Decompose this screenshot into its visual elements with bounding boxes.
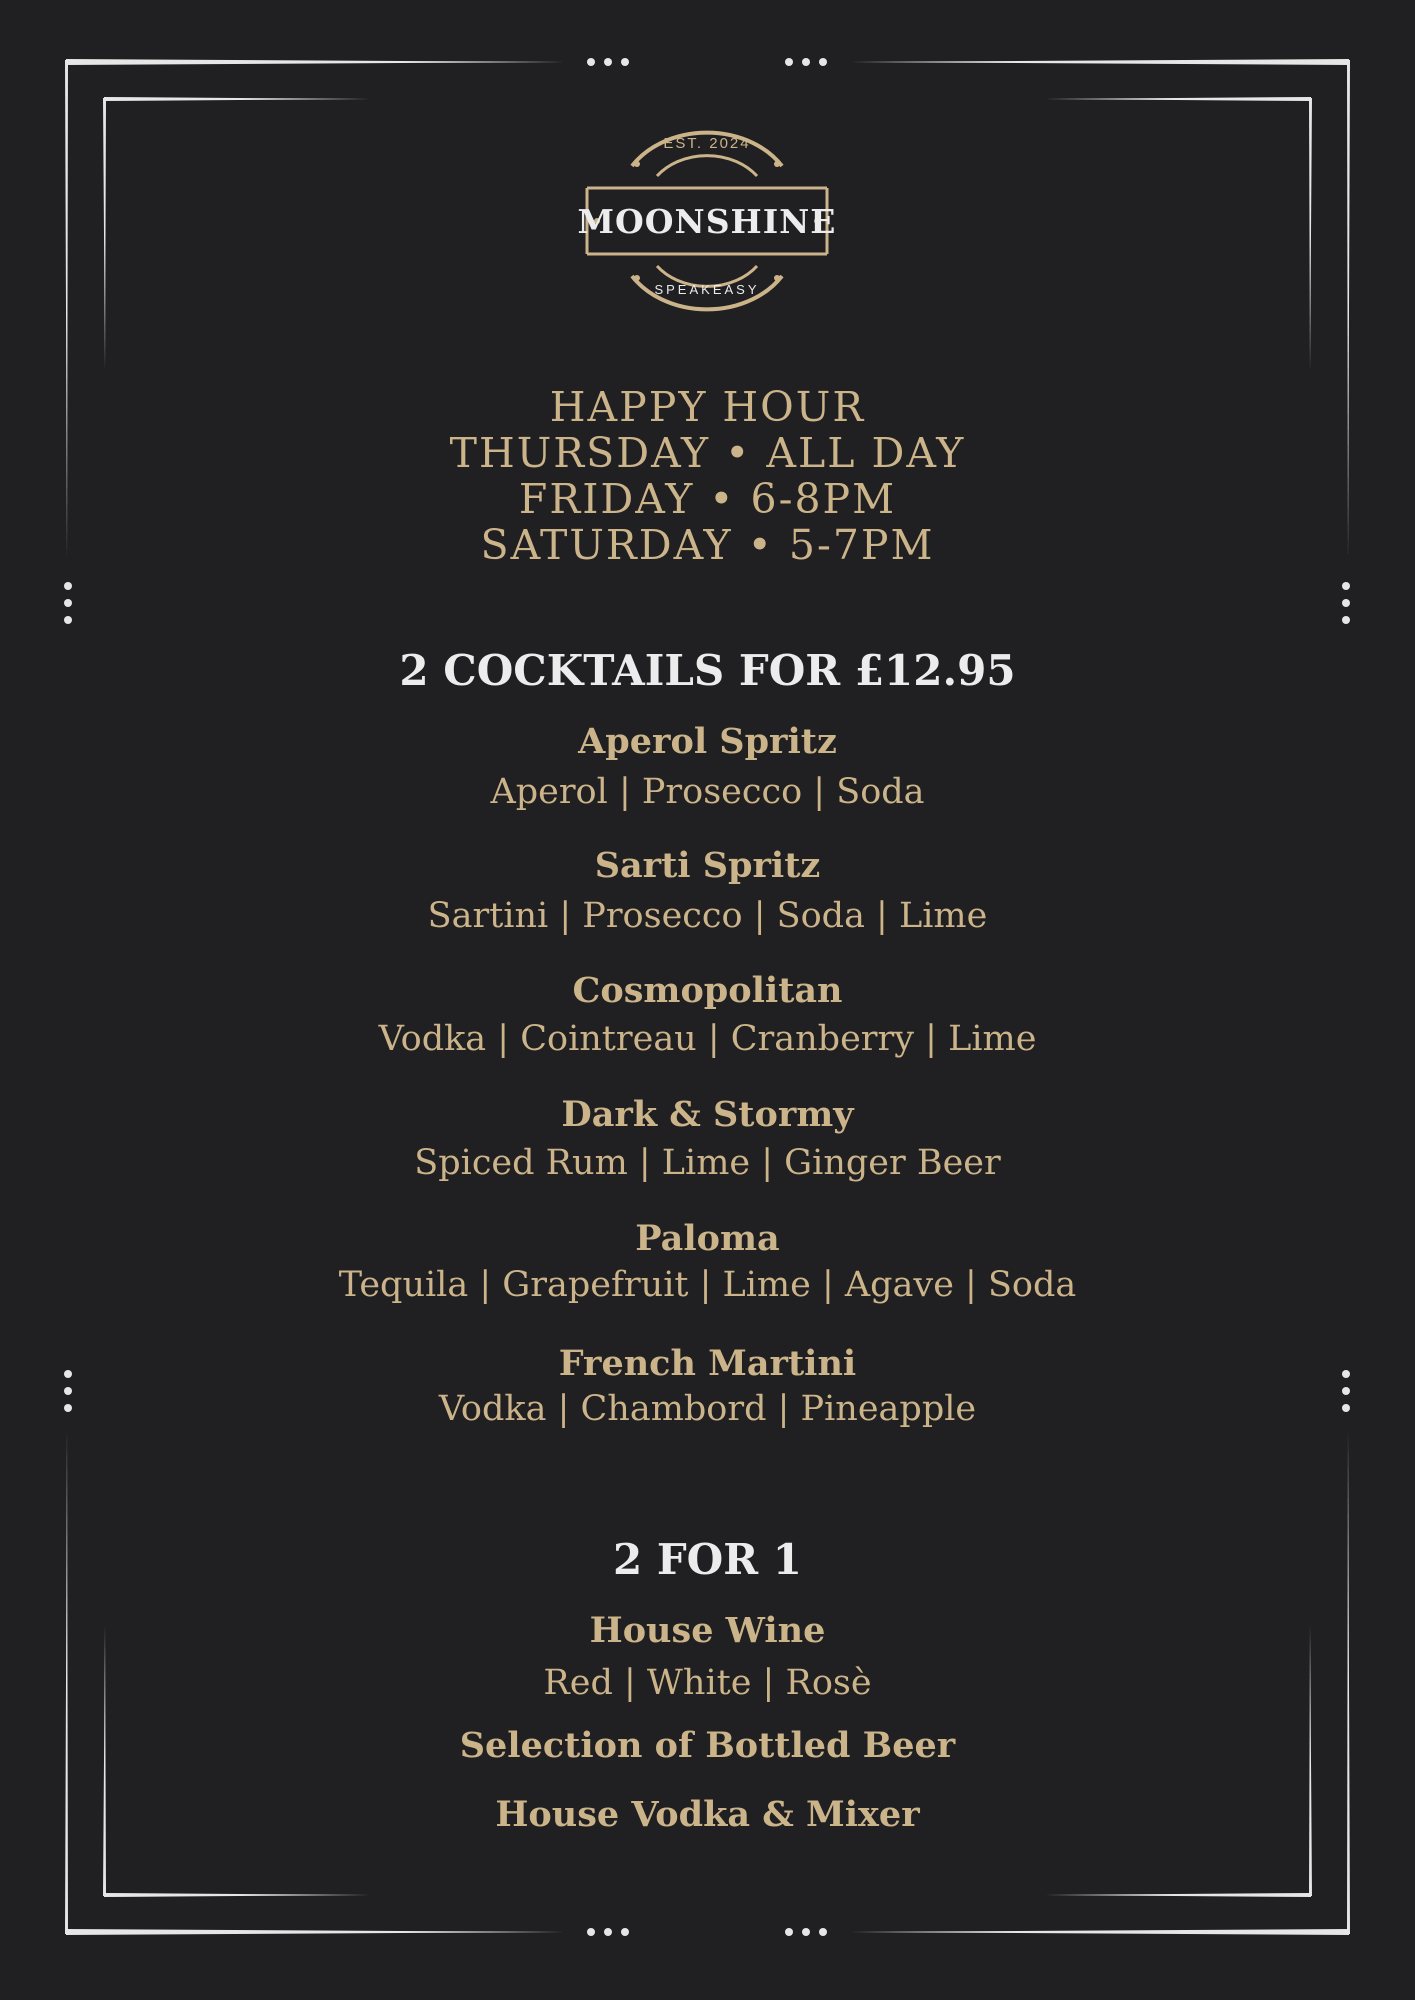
menu-item-name: Aperol Spritz [578, 721, 837, 762]
cocktails-title: 2 COCKTAILS FOR £12.95 [399, 646, 1016, 695]
happy-hour-thursday: THURSDAY • ALL DAY [449, 429, 966, 477]
menu-item-desc: Aperol | Prosecco | Soda [490, 772, 925, 812]
menu-item-desc: Red | White | Rosè [543, 1663, 872, 1703]
menu-item-name: House Wine [589, 1610, 826, 1651]
happy-hour-saturday: SATURDAY • 5-7PM [480, 521, 935, 569]
happy-hour-heading: HAPPY HOUR [549, 383, 866, 431]
menu-item-name: Dark & Stormy [561, 1094, 854, 1135]
logo-name: MOONSHINE [577, 202, 837, 241]
menu-item-name: Cosmopolitan [572, 970, 843, 1011]
menu-item-name: Paloma [635, 1218, 780, 1259]
moonshine-logo [557, 118, 857, 318]
two-for-one-title: 2 FOR 1 [613, 1535, 802, 1584]
menu-item-desc: Sartini | Prosecco | Soda | Lime [427, 896, 988, 936]
menu-item-desc: Tequila | Grapefruit | Lime | Agave | Soda [338, 1265, 1077, 1305]
logo-sub: SPEAKEASY [654, 282, 760, 297]
happy-hour-friday: FRIDAY • 6-8PM [518, 475, 897, 523]
menu-item-name: Sarti Spritz [594, 845, 821, 886]
menu-item-desc: Vodka | Cointreau | Cranberry | Lime [378, 1019, 1037, 1059]
menu-item-desc: Vodka | Chambord | Pineapple [438, 1389, 977, 1429]
menu-item-name: House Vodka & Mixer [495, 1794, 920, 1835]
menu-item-name: Selection of Bottled Beer [459, 1725, 956, 1766]
menu-item-name: French Martini [558, 1343, 857, 1384]
menu-item-desc: Spiced Rum | Lime | Ginger Beer [414, 1143, 1001, 1183]
logo-est: EST. 2024 [663, 135, 751, 152]
